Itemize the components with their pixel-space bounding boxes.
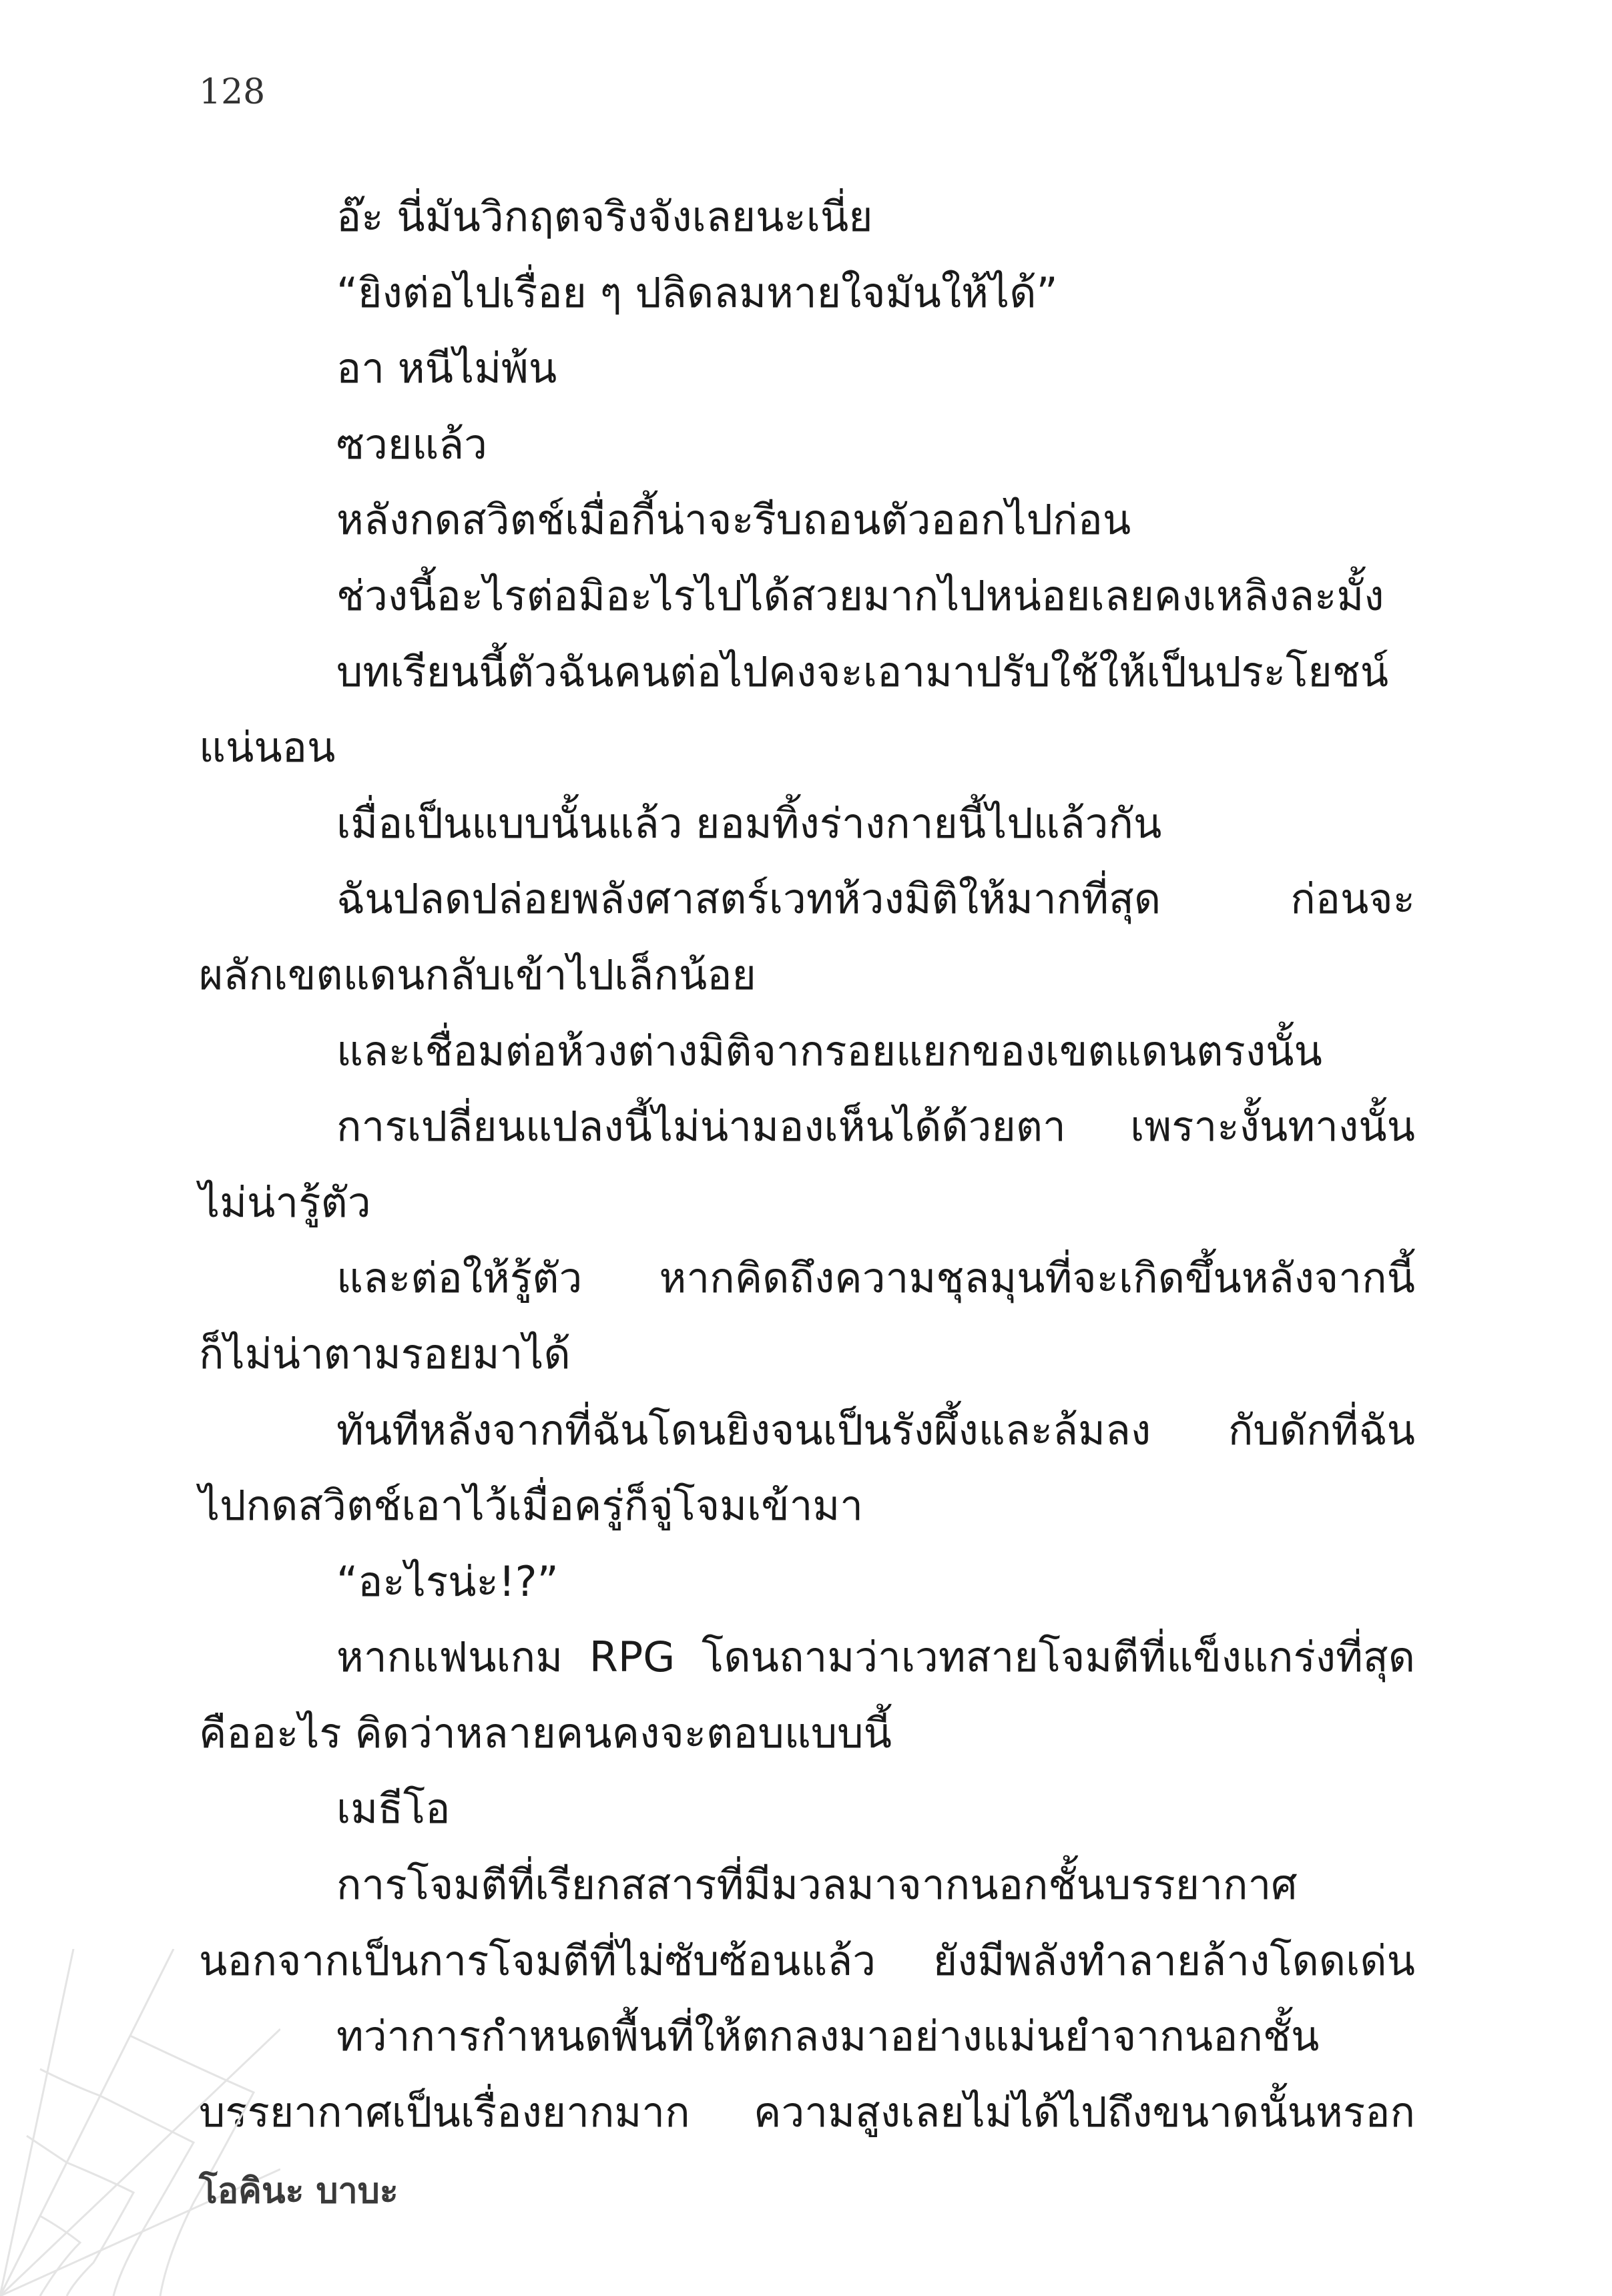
text-line: ทันทีหลังจากที่ฉันโดนยิงจนเป็นรังผึ้งและล้มลง กับดักที่ฉัน	[336, 1405, 1415, 1454]
text-line: ผลักเขตแดนกลับเข้าไปเล็กน้อย	[199, 950, 756, 999]
text-line: และต่อให้รู้ตัว หากคิดถึงความชุลมุนที่จะเกิดขึ้นหลังจากนี้	[336, 1253, 1415, 1303]
text-line: “อะไรน่ะ!?”	[336, 1556, 559, 1606]
text-line: การโจมตีที่เรียกสสารที่มีมวลมาจากนอกชั้นบรรยากาศ	[336, 1860, 1298, 1910]
text-line: เมื่อเป็นแบบนั้นแล้ว ยอมทิ้งร่างกายนี้ไปแล้วกัน	[336, 798, 1162, 848]
text-line: อา หนีไม่พ้น	[336, 344, 557, 393]
body-text	[199, 179, 1415, 2150]
text-line: หลังกดสวิตช์เมื่อกี้น่าจะรีบถอนตัวออกไปก่อน	[336, 495, 1131, 545]
text-line: หากแฟนเกม RPG โดนถามว่าเวทสายโจมตีที่แข็งแกร่งที่สุด	[336, 1633, 1415, 1682]
footer-author: โอคินะ บาบะ	[199, 2171, 398, 2211]
text-line: “ยิงต่อไปเรื่อย ๆ ปลิดลมหายใจมันให้ได้”	[336, 268, 1058, 317]
text-line: ทว่าการกำหนดพื้นที่ให้ตกลงมาอย่างแม่นยำจากนอกชั้น	[336, 2012, 1320, 2061]
text-line: การเปลี่ยนแปลงนี้ไม่น่ามองเห็นได้ด้วยตา เพราะงั้นทางนั้น	[336, 1102, 1415, 1151]
text-line: แน่นอน	[199, 723, 336, 772]
text-line: อ๊ะ นี่มันวิกฤตจริงจังเลยนะเนี่ย	[336, 192, 873, 241]
text-line: คืออะไร คิดว่าหลายคนคงจะตอบแบบนี้	[199, 1708, 892, 1757]
text-line: ช่วงนี้อะไรต่อมิอะไรไปได้สวยมากไปหน่อยเลยคงเหลิงละมั้ง	[336, 571, 1384, 620]
text-line: นอกจากเป็นการโจมตีที่ไม่ซับซ้อนแล้ว ยังมีพลังทำลายล้างโดดเด่น	[199, 1936, 1415, 1985]
text-line: เมธีโอ	[336, 1784, 451, 1833]
text-line: ก็ไม่น่าตามรอยมาได้	[199, 1329, 571, 1378]
text-line: ไม่น่ารู้ตัว	[199, 1177, 371, 1227]
text-line: ไปกดสวิตช์เอาไว้เมื่อครู่ก็จู่โจมเข้ามา	[199, 1481, 864, 1530]
text-line: ซวยแล้ว	[336, 419, 487, 469]
text-line: และเชื่อมต่อห้วงต่างมิติจากรอยแยกของเขตแดนตรงนั้น	[336, 1026, 1322, 1075]
text-line: บทเรียนนี้ตัวฉันคนต่อไปคงจะเอามาปรับใช้ให้เป็นประโยชน์	[336, 647, 1389, 696]
page-number: 128	[199, 72, 266, 112]
text-line: ฉันปลดปล่อยพลังศาสตร์เวทห้วงมิติให้มากที่สุด ก่อนจะ	[336, 874, 1415, 924]
text-line: บรรยากาศเป็นเรื่องยากมาก ความสูงเลยไม่ได้ไปถึงขนาดนั้นหรอก	[199, 2087, 1415, 2136]
spider-web-decoration	[0, 1949, 280, 2296]
